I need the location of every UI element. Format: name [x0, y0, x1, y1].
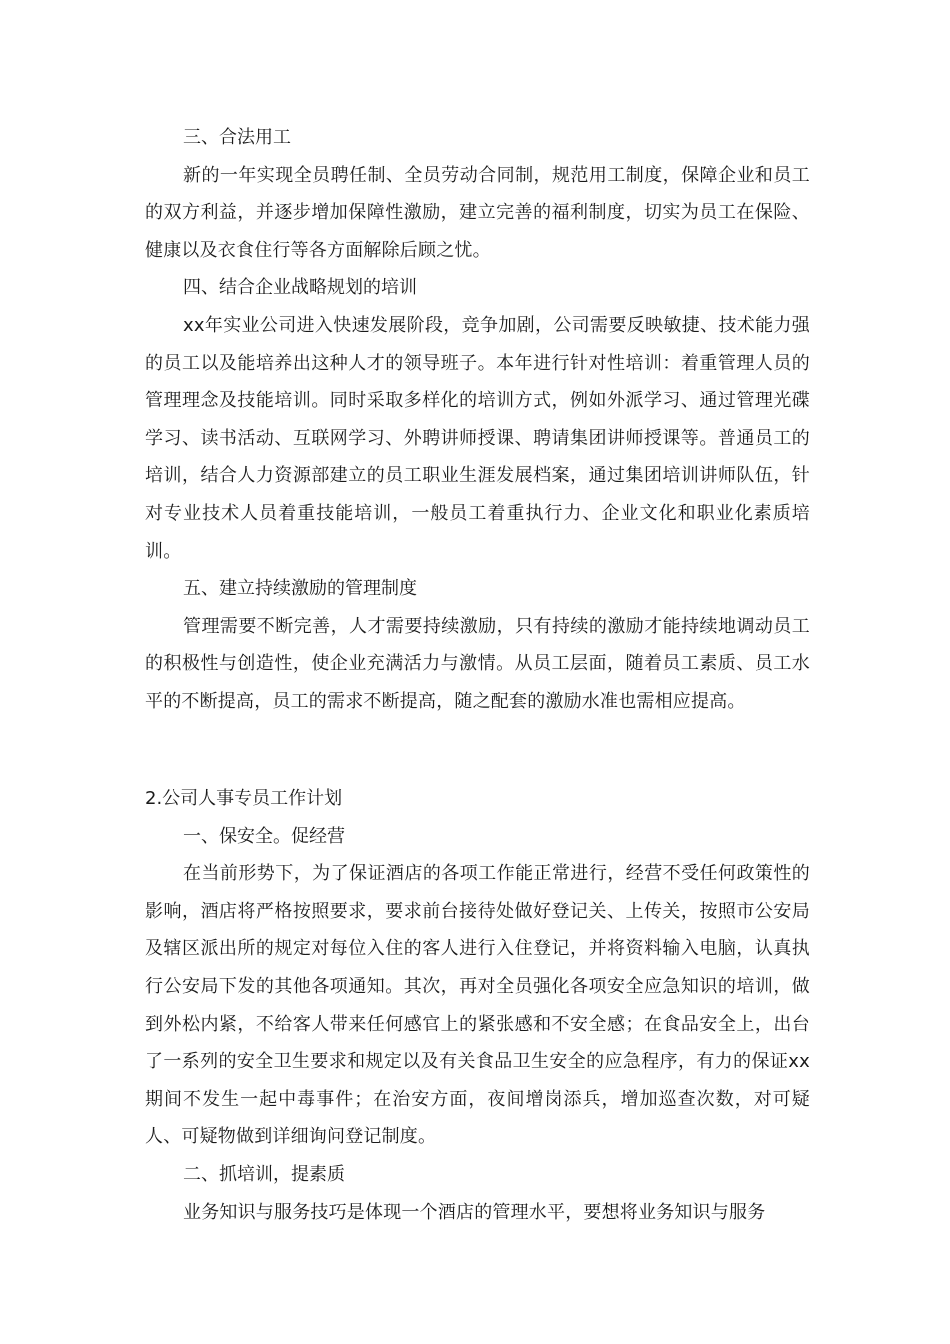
paragraph-safety: 在当前形势下，为了保证酒店的各项工作能正常进行，经营不受任何政策性的影响，酒店将严格按照要求，要求前台接待处做好登记关、上传关，按照市公安局及辖区派出所的规定对每位入住的客人进行入住登记，并将资料输入电脑，认真执行公安局下发的其他各项通知。其次，再对全员强化各项安全应急知识的培训，做到外松内紧，不给客人带来任何感官上的紧张感和不安全感；在食品安全上，出台了一系列的安全卫生要求和规定以及有关食品卫生安全的应急程序，有力的保证xx期间不发生一起中毒事件；在治安方面，夜间增岗添兵，增加巡查次数，对可疑人、可疑物做到详细询问登记制度。 [145, 863, 810, 1148]
paragraph-training: 业务知识与服务技巧是体现一个酒店的管理水平，要想将业务知识与服务 [183, 1201, 766, 1223]
section-legal-employment [145, 119, 810, 721]
section-title: 2.公司人事专员工作计划 [145, 788, 343, 809]
heading-strategic-training: 四、结合企业战略规划的培训 [183, 277, 417, 299]
section-hr-specialist-plan [145, 780, 810, 1231]
heading-training: 二、抓培训，提素质 [183, 1163, 345, 1185]
paragraph-strategic-training: xx年实业公司进入快速发展阶段，竞争加剧，公司需要反映敏捷、技术能力强的员工以及能培养出这种人才的领导班子。本年进行针对性培训：着重管理人员的管理理念及技能培训。同时采取多样化的培训方式，例如外派学习、通过管理光碟学习、读书活动、互联网学习、外聘讲师授课、聘请集团讲师授课等。普通员工的培训，结合人力资源部建立的员工职业生涯发展档案，通过集团培训讲师队伍，针对专业技术人员着重技能培训，一般员工着重执行力、企业文化和职业化素质培训。 [145, 314, 810, 562]
heading-legal-employment: 三、合法用工 [183, 127, 291, 148]
paragraph-legal-employment: 新的一年实现全员聘任制、全员劳动合同制，规范用工制度，保障企业和员工的双方利益，并逐步增加保障性激励，建立完善的福利制度，切实为员工在保险、健康以及衣食住行等各方面解除后顾之忧。 [145, 164, 810, 261]
heading-incentive-system: 五、建立持续激励的管理制度 [183, 578, 417, 600]
paragraph-incentive-system: 管理需要不断完善，人才需要持续激励，只有持续的激励才能持续地调动员工的积极性与创造性，使企业充满活力与激情。从员工层面，随着员工素质、员工水平的不断提高，员工的需求不断提高，随之配套的激励水准也需相应提高。 [145, 615, 810, 712]
heading-safety: 一、保安全。促经营 [183, 825, 345, 847]
